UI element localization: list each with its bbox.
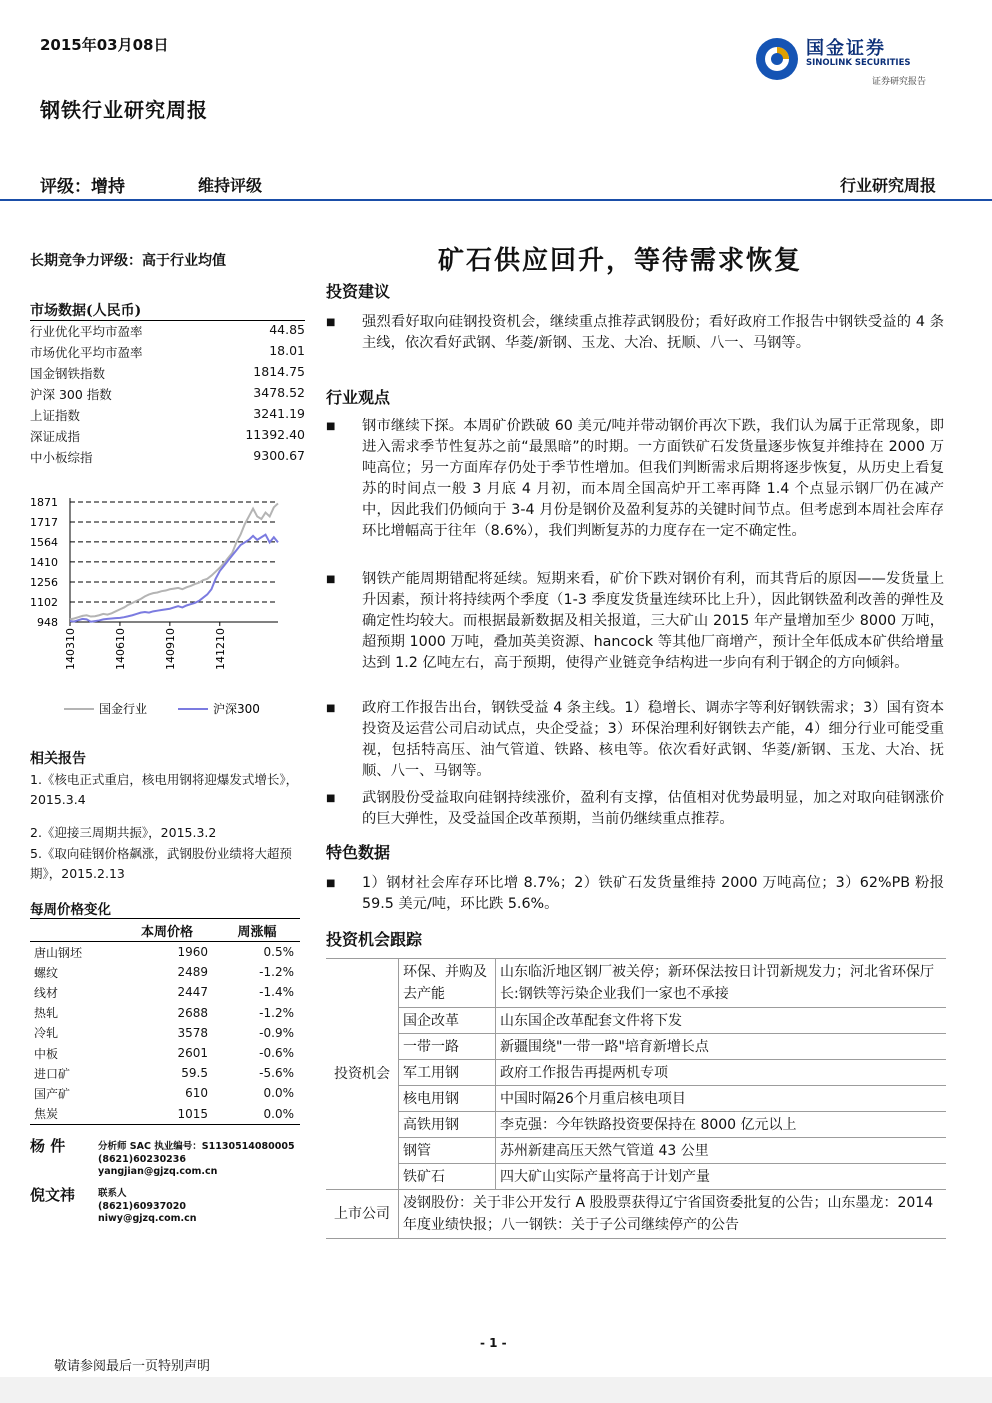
section-title-featured-data: 特色数据 <box>326 843 391 862</box>
market-title-rule <box>30 320 305 321</box>
listed-company-content: 凌钢股份：关于非公开发行 A 股股票获得辽宁省国资委批复的公告；山东墨龙：2014 年度业绩快报；八一钢铁：关于子公司继续停产的公告 <box>399 1190 947 1239</box>
contact-name: 倪文祎 <box>30 1186 76 1204</box>
market-value: 3478.52 <box>253 385 305 400</box>
market-row <box>30 406 305 427</box>
tracking-row <box>326 1060 946 1086</box>
tracking-topic: 军工用钢 <box>399 1060 496 1086</box>
chart-x-tick-label: 140910 <box>163 628 177 670</box>
tracking-group-label: 投资机会 <box>326 959 399 1190</box>
related-report-item: 2.《迎接三周期共振》，2015.3.2 <box>30 825 217 840</box>
tracking-row <box>326 1112 946 1138</box>
price-row <box>30 1104 300 1125</box>
price-change: 0.0% <box>214 1104 300 1125</box>
related-report-item: 1.《核电正式重启，核电用钢将迎爆发式增长》，2015.3.4 <box>30 772 299 807</box>
report-series-title: 钢铁行业研究周报 <box>40 98 208 122</box>
bullet-paragraph <box>326 698 944 782</box>
section-title-investment-advice: 投资建议 <box>326 282 391 301</box>
price-row <box>30 982 300 1002</box>
price-change: 0.0% <box>263 1086 294 1101</box>
contact-role: 联系人 <box>98 1188 127 1199</box>
analyst-phone: (8621)60230236 <box>98 1153 187 1165</box>
price-value: 1015 <box>120 1104 214 1125</box>
price-change-title: 每周价格变化 <box>30 902 111 918</box>
tracking-row <box>326 1164 946 1190</box>
bullet-text: 钢市继续下探。本周矿价跌破 60 美元/吨并带动钢价再次下跌，我们认为属于正常现象，即进入需求季节性复苏之前“最黑暗”的时期。一方面铁矿石发货量逐步恢复并维持在 2000 万吨高位；另一方面库存仍处于季节性增加。但我们判断需求后期将逐步恢复，从历史上看复苏的时间点一般 3 月底 4 月初，而本周全国高炉开工率再降 1.4 个点显示钢厂仍在减产中，因此我们仍倾向于 3-4 月份是钢价及盈利复苏的关键时间节点。但考虑到本周社会库存环比增幅高于往年（8.6%），我们判断复苏的力度存在一定不确定性。 <box>362 418 944 539</box>
weekly-price-table <box>30 918 300 1125</box>
bullet-text: 政府工作报告出台，钢铁受益 4 条主线。1）稳增长、调赤字等利好钢铁需求；3）国有资本投资及运营公司启动试点，央企受益；3）环保治理利好钢铁去产能，4）细分行业可能受重视，包括特高压、油气管道、铁路、核电等。依次看好武钢、华菱/新钢、玉龙、大冶、抚顺、八一、马钢等。 <box>362 700 944 779</box>
bullet-paragraph <box>326 312 944 375</box>
price-change: -1.2% <box>259 1005 294 1020</box>
chart-x-tick-label: 140610 <box>113 628 127 670</box>
market-value: 3241.19 <box>253 406 305 421</box>
price-row <box>30 1023 300 1043</box>
bullet-square-icon: ■ <box>326 703 336 714</box>
tracking-content: 中国时隔26个月重启核电项目 <box>496 1086 947 1112</box>
tracking-topic: 一带一路 <box>399 1034 496 1060</box>
tracking-row <box>326 959 946 1008</box>
rating: 评级：增持 <box>40 177 125 197</box>
price-item: 唐山钢坯 <box>30 942 120 963</box>
market-row <box>30 343 305 364</box>
tracking-topic: 钢管 <box>399 1138 496 1164</box>
price-item: 热轧 <box>34 1006 59 1021</box>
market-row <box>30 364 305 385</box>
tracking-content: 四大矿山实际产量将高于计划产量 <box>496 1164 947 1190</box>
bullet-paragraph <box>326 416 944 563</box>
market-row <box>30 385 305 406</box>
chart-y-tick-label: 948 <box>37 616 58 629</box>
price-row <box>30 1043 300 1063</box>
price-value: 2601 <box>177 1046 208 1061</box>
tracking-content: 苏州新建高压天然气管道 43 公里 <box>496 1138 947 1164</box>
price-row <box>30 1063 300 1083</box>
contact-info <box>98 1188 197 1226</box>
price-item: 焦炭 <box>30 1104 120 1125</box>
market-label: 上证指数 <box>30 408 81 423</box>
market-value: 11392.40 <box>245 427 305 442</box>
tracking-topic: 高铁用钢 <box>399 1112 496 1138</box>
bullet-text: 武钢股份受益取向硅钢持续涨价，盈利有支撑，估值相对优势最明显，加之对取向硅钢涨价的巨大弹性，及受益国企改革预期，当前仍继续重点推荐。 <box>362 790 944 827</box>
related-report-item: 5.《取向硅钢价格飙涨，武钢股份业绩将大超预期》，2015.2.13 <box>30 846 292 881</box>
listed-company-label: 上市公司 <box>326 1190 399 1239</box>
price-value: 2688 <box>177 1005 208 1020</box>
price-value: 2489 <box>177 965 208 980</box>
competitiveness-rating: 长期竞争力评级：高于行业均值 <box>30 253 226 269</box>
price-change: -0.9% <box>259 1025 294 1040</box>
chart-x-tick-label: 140310 <box>64 628 77 670</box>
market-value: 1814.75 <box>253 364 305 379</box>
chart-y-tick-label: 1256 <box>30 575 58 589</box>
tracking-content: 山东临沂地区钢厂被关停；新环保法按日计罚新规发力；河北省环保厅长:钢铁等污染企业我们一家也不承接 <box>496 959 947 1008</box>
logo-english-name: SINOLINK SECURITIES <box>806 58 911 68</box>
tracking-topic: 国企改革 <box>399 1008 496 1034</box>
bullet-square-icon: ■ <box>326 421 336 432</box>
price-row <box>30 1003 300 1023</box>
price-item: 国产矿 <box>34 1086 71 1101</box>
bullet-square-icon: ■ <box>326 574 336 585</box>
price-item: 冷轧 <box>34 1026 59 1041</box>
chart-y-tick-label: 1102 <box>30 595 58 609</box>
section-title-opportunity-tracking: 投资机会跟踪 <box>326 930 423 949</box>
price-header-blank <box>30 919 120 942</box>
price-change: -0.6% <box>259 1046 294 1061</box>
price-item: 螺纹 <box>34 965 59 980</box>
bullet-text: 强烈看好取向硅钢投资机会，继续重点推荐武钢股份；看好政府工作报告中钢铁受益的 4 条主线，依次看好武钢、华菱/新钢、玉龙、大冶、抚顺、八一、马钢等。 <box>362 314 944 351</box>
tracking-content: 新疆围绕"一带一路"培育新增长点 <box>496 1034 947 1060</box>
tracking-row <box>326 1008 946 1034</box>
bullet-square-icon: ■ <box>326 317 336 328</box>
price-value: 2447 <box>177 985 208 1000</box>
market-row <box>30 427 305 448</box>
related-reports-title: 相关报告 <box>30 751 86 767</box>
market-row <box>30 322 305 343</box>
market-label: 深证成指 <box>30 429 81 444</box>
chart-y-tick-label: 1717 <box>30 516 58 530</box>
tracking-topic: 核电用钢 <box>399 1086 496 1112</box>
price-value: 610 <box>185 1086 208 1101</box>
listed-company-row <box>326 1190 946 1239</box>
price-change: 0.5% <box>214 942 300 963</box>
analyst-email: yangjian@gjzq.com.cn <box>98 1166 218 1177</box>
market-row <box>30 448 305 469</box>
tracking-topic: 铁矿石 <box>399 1164 496 1190</box>
market-label: 市场优化平均市盈率 <box>30 345 143 360</box>
index-performance-chart <box>26 486 306 726</box>
bullet-text: 钢铁产能周期错配将延续。短期来看，矿价下跌对钢价有利，而其背后的原因——发货量上升因素，预计将持续两个季度（1-3 季度发货量连续环比上升），因此钢铁盈利改善的弹性及确定性均较大。而根据最新数据及相关报道，三大矿山 2015 年产量增加至少 8000 万吨，超预期 1000 万吨，叠加英美资源、hancock 等其他厂商增产，预计全年低成本矿供给增量达到 1.2 亿吨左右，高于预期，使得产业链竞争结构进一步向有利于钢企的方向倾斜。 <box>362 571 944 671</box>
bullet-paragraph <box>326 569 944 695</box>
disclaimer-note: 敬请参阅最后一页特别声明 <box>54 1359 211 1374</box>
market-value: 18.01 <box>269 343 305 358</box>
tracking-content: 李克强：今年铁路投资要保持在 8000 亿元以上 <box>496 1112 947 1138</box>
bullet-square-icon: ■ <box>326 793 336 804</box>
tracking-content: 政府工作报告再提两机专项 <box>496 1060 947 1086</box>
market-label: 沪深 300 指数 <box>30 387 112 402</box>
market-label: 中小板综指 <box>30 450 93 465</box>
analyst-role: 分析师 SAC 执业编号：S1130514080005 <box>98 1141 295 1152</box>
analyst-contact <box>98 1141 295 1179</box>
company-logo <box>752 30 952 92</box>
tracking-row <box>326 1138 946 1164</box>
logo-subtitle: 证券研究报告 <box>872 77 927 87</box>
header-divider <box>0 199 992 201</box>
bullet-square-icon: ■ <box>326 878 336 889</box>
tracking-row <box>326 1034 946 1060</box>
tracking-content: 山东国企改革配套文件将下发 <box>496 1008 947 1034</box>
sinolink-logo-icon <box>752 34 802 84</box>
contact-phone: (8621)60937020 <box>98 1200 187 1212</box>
chart-x-tick-label: 141210 <box>213 628 227 670</box>
report-date: 2015年03月08日 <box>40 36 169 54</box>
price-change: -1.4% <box>259 985 294 1000</box>
logo-chinese-name: 国金证券 <box>806 38 886 59</box>
price-value: 3578 <box>177 1025 208 1040</box>
bullet-paragraph <box>326 873 944 915</box>
price-row <box>30 1083 300 1103</box>
price-table-header <box>30 919 300 942</box>
market-label: 国金钢铁指数 <box>30 366 106 381</box>
chart-y-tick-label: 1871 <box>30 496 58 509</box>
bullet-text: 1）钢材社会库存环比增 8.7%；2）铁矿石发货量维持 2000 万吨高位；3）62%PB 粉报 59.5 美元/吨，环比跌 5.6%。 <box>362 875 944 912</box>
chart-legend-label: 沪深300 <box>213 702 260 716</box>
chart-y-tick-label: 1564 <box>30 535 58 549</box>
footer-bar <box>0 1377 992 1403</box>
price-header-price: 本周价格 <box>120 919 214 942</box>
price-row <box>30 962 300 982</box>
market-value: 9300.67 <box>253 448 305 463</box>
tracking-row <box>326 1086 946 1112</box>
price-item: 进口矿 <box>34 1066 71 1081</box>
price-header-change: 周涨幅 <box>214 919 300 942</box>
price-item: 线材 <box>34 985 59 1000</box>
chart-y-tick-label: 1410 <box>30 555 58 569</box>
market-label: 行业优化平均市盈率 <box>30 324 143 339</box>
price-item: 中板 <box>34 1046 59 1061</box>
main-title: 矿石供应回升，等待需求恢复 <box>438 246 803 276</box>
page-number: - 1 - <box>480 1336 507 1350</box>
opportunity-tracking-table <box>326 958 946 1239</box>
rating-action: 维持评级 <box>198 176 263 195</box>
bullet-paragraph <box>326 788 944 830</box>
chart-legend-label: 国金行业 <box>99 702 148 716</box>
section-title-industry-view: 行业观点 <box>326 388 391 407</box>
price-change: -1.2% <box>259 965 294 980</box>
price-value: 59.5 <box>181 1066 208 1081</box>
price-value: 1960 <box>120 942 214 963</box>
analyst-name: 杨 件 <box>30 1137 66 1155</box>
contact-email: niwy@gjzq.com.cn <box>98 1213 197 1224</box>
price-row <box>30 942 300 963</box>
market-data-title: 市场数据(人民币) <box>30 303 142 319</box>
chart-series-line <box>70 535 278 622</box>
report-type: 行业研究周报 <box>839 176 936 195</box>
market-value: 44.85 <box>269 322 305 337</box>
tracking-topic: 环保、并购及去产能 <box>399 959 496 1008</box>
price-change: -5.6% <box>259 1066 294 1081</box>
